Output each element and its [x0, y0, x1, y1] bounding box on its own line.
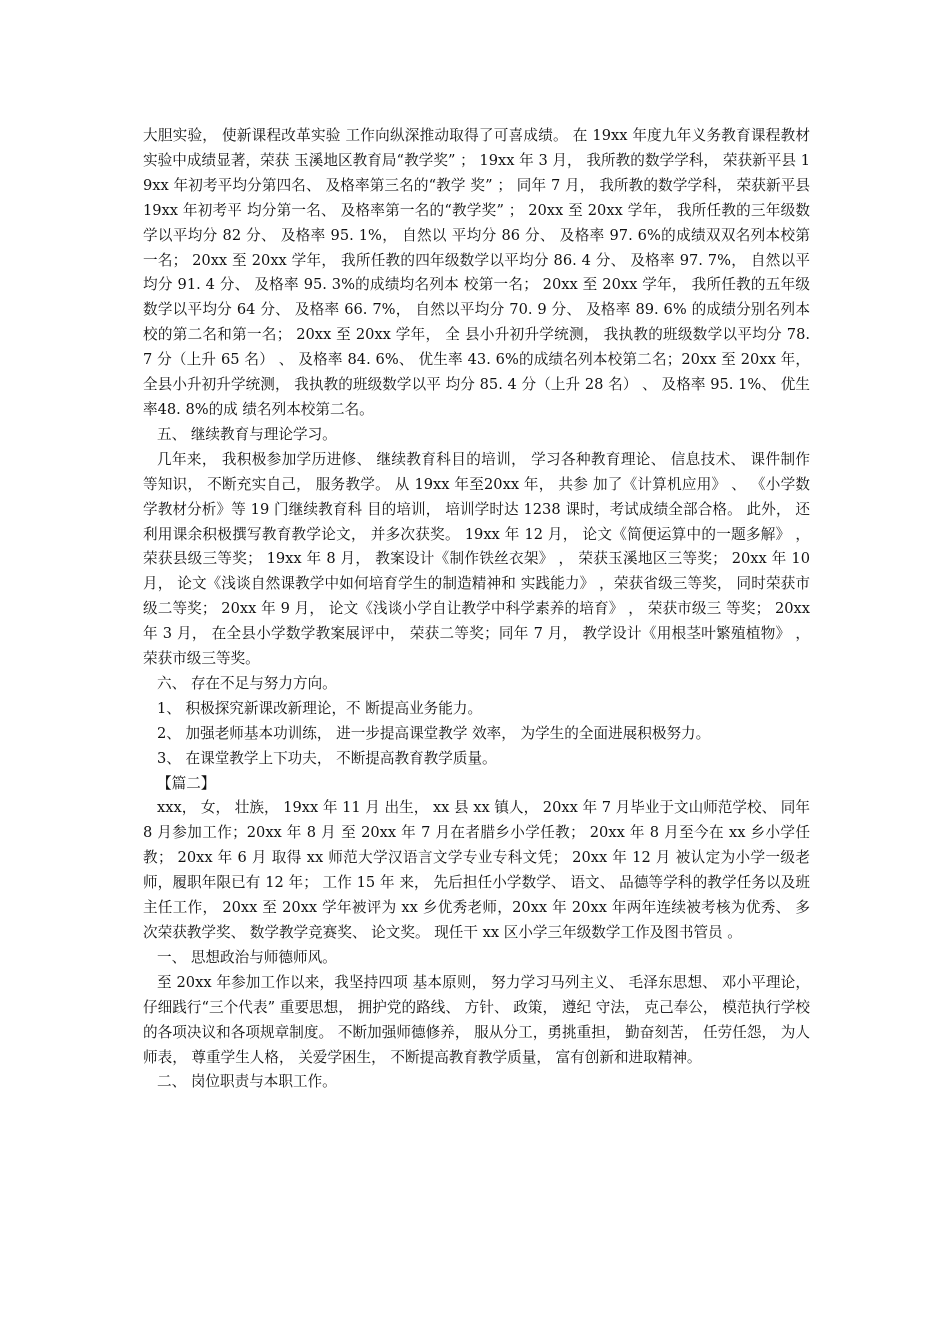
- part-marker-two: 【篇二】: [157, 774, 216, 792]
- section-heading-ideology: 一、 思想政治与师德师风。: [157, 948, 337, 966]
- body-paragraph-achievements: 大胆实验， 使新课程改革实验 工作向纵深推动取得了可喜成绩。 在 19xx 年度九年义务教育课程教材实验中成绩显著，荣获 玉溪地区教育局“教学奖” ； 19xx 年 3 月， 我所教的数学学科， 荣获新平县 19xx 年初考平均分第四名、 及格率第三名的“教学 奖” ； 同年 7 月， 我所教的数学学科， 荣获新平县 19xx 年初考平 均分第一名、 及格率第一名的“教学奖” ； 20xx 至 20xx 学年， 我所任教的三年级数学以平均分 82 分、 及格率 95. 1%， 自然以 平均分 86 分、 及格率 97. 6%的成绩双双名列本校第一名； 20xx 至 20xx 学年， 我所任教的四年级数学以平均分 86. 4 分、 及格率 97. 7%， 自然以平均分 91. 4 分、 及格率 95. 3%的成绩均名列本 校第一名； 20xx 至 20xx 学年， 我所任教的五年级数学以平均分 64 分、 及格率 66. 7%， 自然以平均分 70. 9 分、 及格率 89. 6% 的成绩分别名列本校的第二名和第一名； 20xx 至 20xx 学年， 全 县小升初升学统测， 我执教的班级数学以平均分 78. 7 分（上升 65 名） 、 及格率 84. 6%、 优生率 43. 6%的成绩名列本校第二名；20xx 至 20xx 年， 全县小升初升学统测， 我执教的班级数学以平 均分 85. 4 分（上升 28 名） 、 及格率 95. 1%、 优生率48. 8%的成 绩名列本校第二名。: [143, 127, 810, 418]
- body-paragraph-profile: xxx， 女， 壮族， 19xx 年 11 月 出生， xx 县 xx 镇人， 20xx 年 7 月毕业于文山师范学校、 同年 8 月参加工作；20xx 年 8 月 至 20xx 年 7 月在者腊乡小学任教； 20xx 年 8 月至今在 xx 乡小学任教； 20xx 年 6 月 取得 xx 师范大学汉语言文学专业专科文凭； 20xx 年 12 月 被认定为小学一级老师，履职年限已有 12 年； 工作 15 年 来， 先后担任小学数学、 语文、 品德等学科的教学任务以及班主任工作， 20xx 至 20xx 学年被评为 xx 乡优秀老师，20xx 年 20xx 年两年连续被考核为优秀、 多次荣获教学奖、 数学教学竞赛奖、 论文奖。 现任干 xx 区小学三年级数学工作及图书管员 。: [143, 799, 810, 941]
- list-item-3: 3、 在课堂教学上下功夫， 不断提高教育教学质量。: [157, 749, 497, 767]
- list-item-2: 2、 加强老师基本功训练， 进一步提高课堂教学 效率， 为学生的全面进展积极努力。: [157, 724, 711, 742]
- body-paragraph-ideology: 至 20xx 年参加工作以来，我坚持四项 基本原则， 努力学习马列主义、 毛泽东思想、 邓小平理论， 仔细践行“三个代表” 重要思想， 拥护党的路线、 方针、 政策， 遵纪 守法， 克己奉公， 模范执行学校的各项决议和各项规章制度。 不断加强师德修养， 服从分工，勇挑重担， 勤奋刻苦， 任劳任怨， 为人师表， 尊重学生人格， 关爱学困生， 不断提高教育教学质量， 富有创新和进取精神。: [143, 973, 810, 1066]
- body-paragraph-continuing-education: 几年来， 我积极参加学历进修、 继续教育科目的培训， 学习各种教育理论、 信息技术、 课件制作 等知识， 不断充实自己， 服务教学。 从 19xx 年至20xx 年， 共参 加了《计算机应用》 、 《小学数学教材分析》等 19 门继续教育科 目的培训， 培训学时达 1238 课时，考试成绩全部合格。 此外， 还利用课余积极撰写教育教学论文， 并多次获奖。 19xx 年 12 月， 论文《简便运算中的一题多解》 ， 荣获县级三等奖； 19xx 年 8 月， 教案设计《制作铁丝衣架》 ， 荣获玉溪地区三等奖； 20xx 年 10 月， 论文《浅谈自然课教学中如何培育学生的制造精神和 实践能力》 ，荣获省级三等奖， 同时荣获市级二等奖； 20xx 年 9 月， 论文《浅谈小学自让教学中科学素养的培育》 ， 荣获市级三 等奖； 20xx 年 3 月， 在全县小学数学教案展评中， 荣获二等奖；同年 7 月， 教学设计《用根茎叶繁殖植物》 ， 荣获市级三等奖。: [143, 450, 810, 668]
- section-heading-continuing-education: 五、 继续教育与理论学习。: [157, 425, 337, 443]
- section-heading-shortcomings: 六、 存在不足与努力方向。: [157, 674, 337, 692]
- list-item-1: 1、 积极探究新课改新理论，不 断提高业务能力。: [157, 699, 483, 717]
- section-heading-duties: 二、 岗位职责与本职工作。: [157, 1073, 337, 1091]
